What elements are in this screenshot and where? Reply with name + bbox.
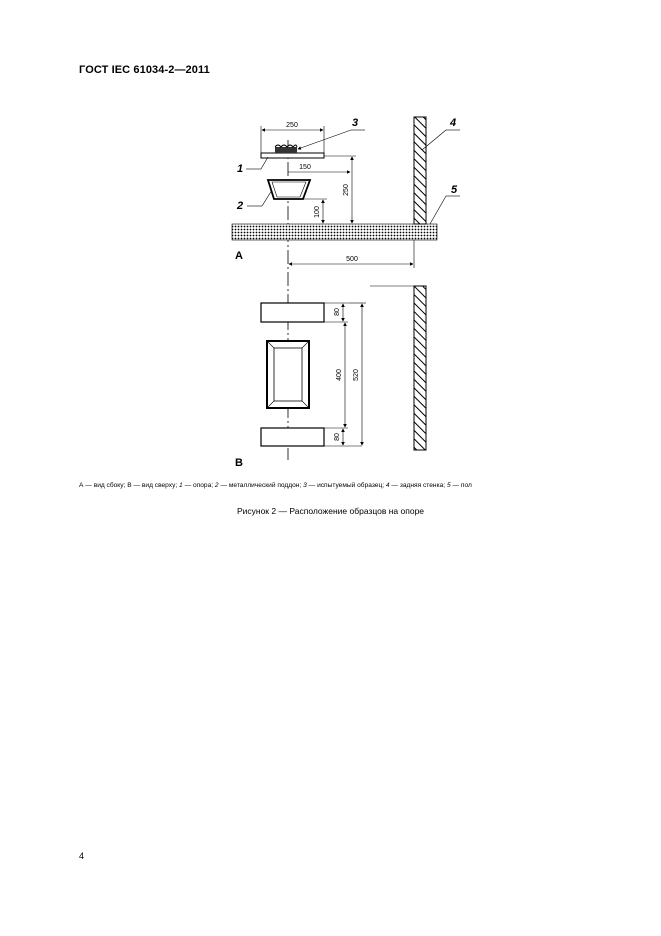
- legend-text-4: задняя стенка;: [399, 482, 446, 489]
- legend-key-b: В: [127, 482, 132, 489]
- figure-legend: А — вид сбоку; В — вид сверху; 1 — опора; 2 — металлический поддон; 3 — испытуемый образец; 4 — задняя стенка; 5 — пол: [79, 482, 472, 489]
- dim-500: 500: [346, 256, 358, 263]
- legend-key-a: А: [79, 482, 84, 489]
- dim-250-top: 250: [286, 122, 298, 129]
- dim-150: 150: [299, 164, 311, 171]
- top-view: [235, 286, 426, 469]
- dim-250-vertical: 250: [343, 184, 350, 196]
- legend-text-1: опора;: [193, 482, 214, 489]
- legend-text-2: металлический поддон;: [228, 482, 302, 489]
- legend-key-2: 2: [214, 482, 219, 489]
- dim-100: 100: [314, 206, 321, 218]
- callout-5: 5: [451, 184, 458, 196]
- page-number: 4: [79, 851, 85, 861]
- dim-400: 400: [336, 369, 343, 381]
- figure-caption: Рисунок 2 — Расположение образцов на опоре: [236, 506, 425, 516]
- document-header: ГОСТ IEC 61034-2—2011: [79, 64, 210, 76]
- support: [261, 153, 324, 158]
- metal-tray-top: [267, 341, 309, 408]
- legend-text-3: испытуемый образец;: [317, 482, 385, 489]
- floor: [232, 224, 437, 240]
- view-b-label: B: [235, 457, 243, 469]
- caption-prefix: Рисунок 2: [236, 506, 277, 516]
- test-specimen: [275, 145, 297, 153]
- legend-key-4: 4: [385, 482, 390, 489]
- legend-text-a: вид сбоку;: [93, 482, 126, 489]
- callout-2: 2: [237, 200, 244, 212]
- dim-520: 520: [353, 369, 360, 381]
- dim-80-bottom: 80: [334, 433, 341, 441]
- legend-key-1: 1: [179, 482, 183, 489]
- legend-text-5: пол: [460, 482, 472, 489]
- legend-key-3: 3: [303, 482, 307, 489]
- view-a-label: A: [235, 250, 243, 262]
- caption-text: Расположение образцов на опоре: [289, 506, 425, 516]
- back-wall: [414, 117, 426, 224]
- dim-80-top: 80: [334, 308, 341, 316]
- support-upper: [261, 303, 324, 322]
- legend-text-b: вид сверху;: [141, 482, 178, 489]
- support-lower: [261, 428, 324, 446]
- callout-1: 1: [237, 163, 244, 175]
- legend-key-5: 5: [446, 482, 451, 489]
- back-wall-top: [414, 286, 426, 450]
- callout-4: 4: [450, 117, 457, 129]
- callout-3: 3: [352, 117, 359, 129]
